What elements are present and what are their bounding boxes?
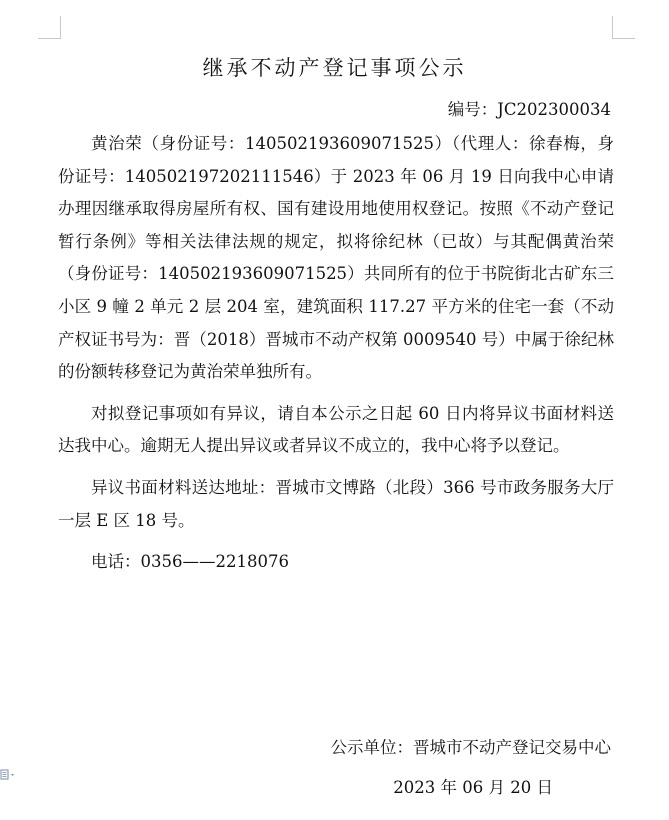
announcement-body	[58, 128, 614, 588]
document-anchor-icon[interactable]	[0, 768, 18, 784]
crop-mark-top-right	[612, 16, 635, 39]
paragraph-main: 黄治荣（身份证号：140502193609071525）（代理人：徐春梅，身份证号：140502197202111546）于 2023 年 06 月 19 日向我中心申请办理因继承取得房屋所有权、国有建设用地使用权登记。按照《不动产登记暂行条例》等相关法律法规的规定，拟将徐纪林（已故）与其配偶黄治荣（身份证号：140502193609071525）共同所有的位于书院街北古矿东三小区 9 幢 2 单元 2 层 204 室，建筑面积 117.27 平方米的住宅一套（不动产权证书号为：晋（2018）晋城市不动产权第 0009540 号）中属于徐纪林的份额转移登记为黄治荣单独所有。	[58, 134, 614, 382]
paragraph-objection: 对拟登记事项如有异议，请自本公示之日起 60 日内将异议书面材料送达我中心。逾期无人提出异议或者异议不成立的，我中心将予以登记。	[58, 403, 614, 456]
document-number: 编号：JC202300034	[447, 100, 611, 119]
document-anchor-icon-svg	[0, 768, 16, 782]
paragraph-address: 异议书面材料送达地址：晋城市文博路（北段）366 号市政务服务大厅一层 E 区 18 号。	[58, 477, 614, 530]
announcing-unit: 公示单位：晋城市不动产登记交易中心	[330, 738, 611, 757]
paragraph-phone: 电话：0356——2218076	[91, 552, 289, 572]
announcement-date: 2023 年 06 月 20 日	[393, 778, 553, 797]
crop-mark-top-left	[38, 16, 61, 39]
page-title: 继承不动产登记事项公示	[202, 56, 467, 80]
